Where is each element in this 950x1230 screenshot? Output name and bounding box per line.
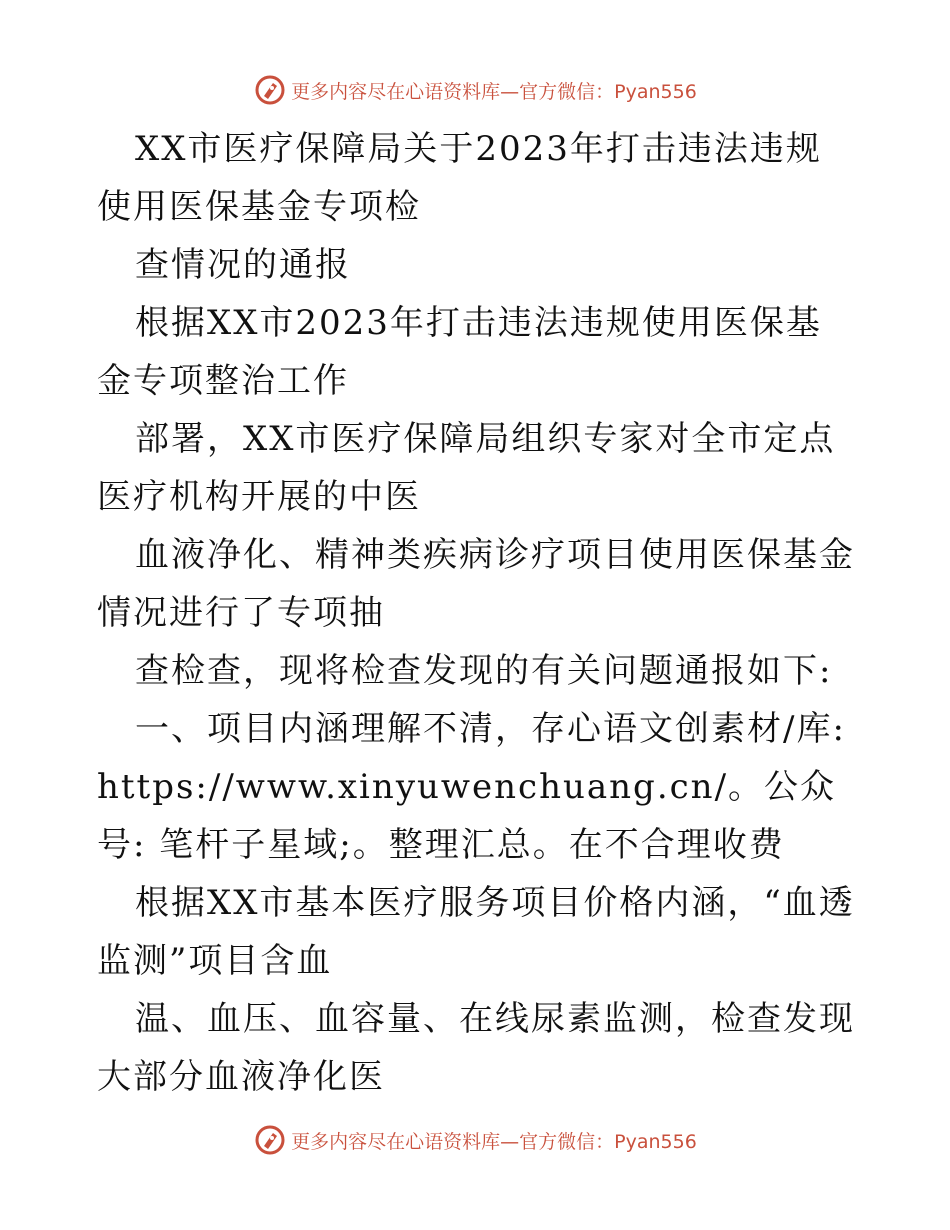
watermark-text: 更多内容尽在心语资料库—官方微信：Pyan556 xyxy=(291,1130,697,1153)
paragraph-issue-one: 一、项目内涵理解不清，存心语文创素材/库: https://www.xinyuwenchuang.cn/。公众号: 笔杆子星域;。整理汇总。在不合理收费 xyxy=(97,709,846,865)
footer-watermark xyxy=(0,1120,950,1160)
paragraph-deployment: 部署，XX市医疗保障局组织专家对全市定点医疗机构开展的中医 xyxy=(97,419,836,517)
document-body xyxy=(97,120,857,1106)
paragraph-notice: 查检查，现将检查发现的有关问题通报如下: xyxy=(135,651,833,691)
pen-nib-logo-icon xyxy=(253,1123,287,1157)
paragraph-price-basis: 根据XX市基本医疗服务项目价格内涵，“血透监测”项目含血 xyxy=(97,883,855,981)
pen-nib-logo-icon xyxy=(253,73,287,107)
paragraph-scope: 血液净化、精神类疾病诊疗项目使用医保基金情况进行了专项抽 xyxy=(97,535,855,633)
header-watermark xyxy=(0,70,950,110)
watermark-text: 更多内容尽在心语资料库—官方微信：Pyan556 xyxy=(291,80,697,103)
paragraph-basis: 根据XX市2023年打击违法违规使用医保基金专项整治工作 xyxy=(97,303,822,401)
paragraph-title-line-2: 查情况的通报 xyxy=(135,245,351,285)
paragraph-title-line-1: XX市医疗保障局关于2023年打击违法违规使用医保基金专项检 xyxy=(97,129,822,227)
paragraph-monitoring: 温、血压、血容量、在线尿素监测，检查发现大部分血液净化医 xyxy=(97,999,855,1097)
